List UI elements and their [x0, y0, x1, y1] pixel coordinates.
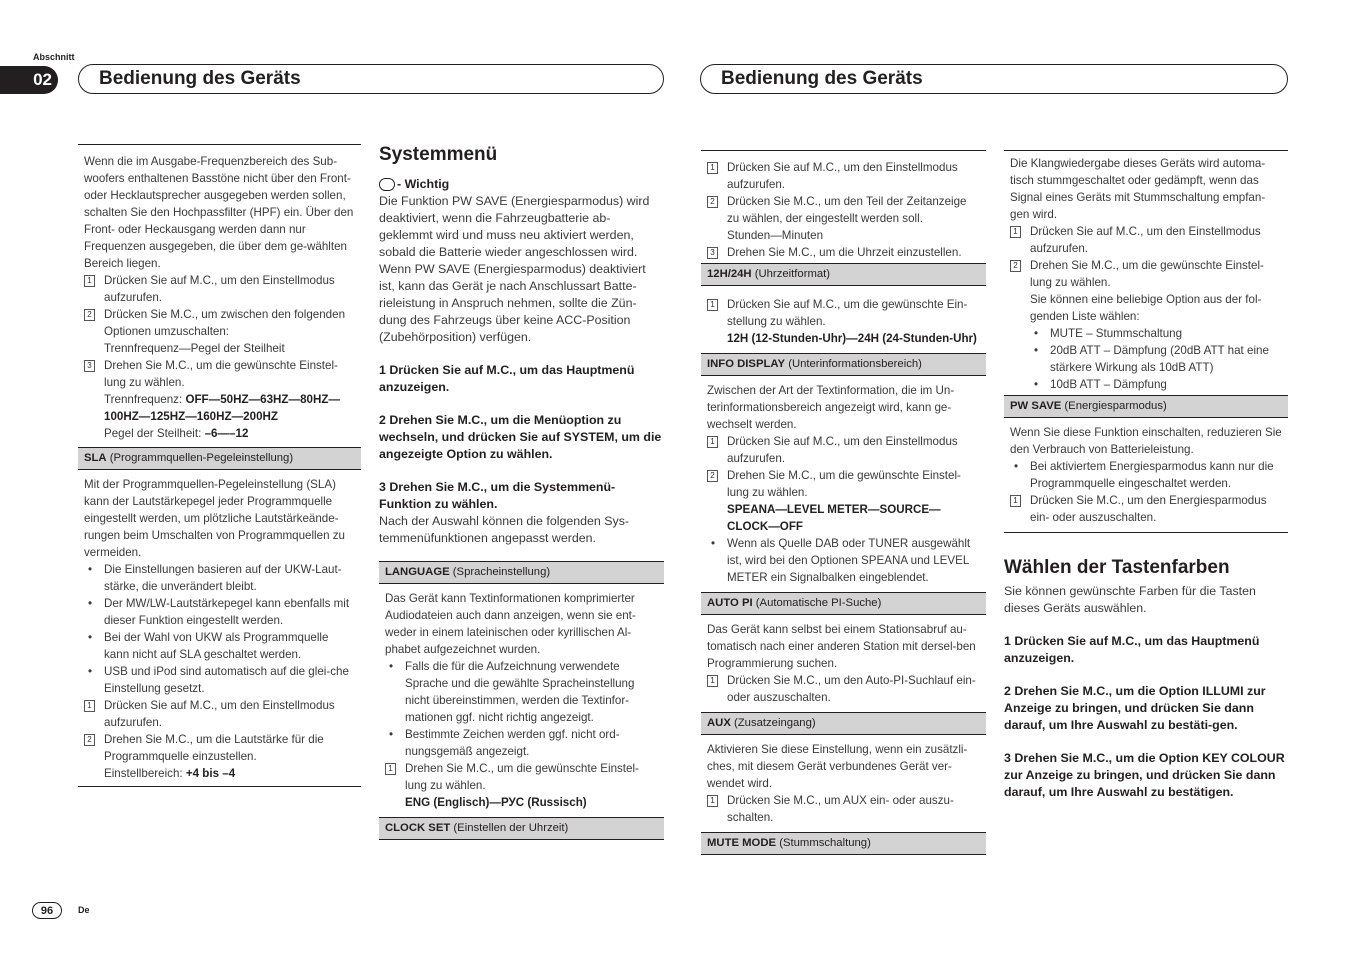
bullet-item: • Bestimmte Zeichen werden ggf. nicht ord-nungsgemäß angezeigt. — [385, 726, 658, 760]
main-step: 3 Drehen Sie M.C., um die Option KEY COLOUR zur Anzeige zu bringen, und drücken Sie dann darauf, um Ihre Auswahl zu bestätigen. — [1004, 751, 1285, 799]
important-note: - Wichtig — [379, 176, 664, 193]
setting-box-auto-pi: AUTO PI (Automatische PI-Suche) — [701, 592, 986, 615]
step-item: 1 Drücken Sie M.C., um den Energiesparmodus ein- oder auszuschalten. — [1010, 492, 1282, 526]
step-item: 2 Drehen Sie M.C., um die Lautstärke für die Programmquelle einzustellen. Einstellbereich: +4 bis –4 — [84, 731, 355, 782]
setting-box-aux: AUX (Zusatzeingang) — [701, 712, 986, 735]
main-step: 2 Drehen Sie M.C., um die Option ILLUMI zur Anzeige zu bringen, und drücken Sie dann darauf, um Ihre Auswahl zu bestäti-gen. — [1004, 684, 1266, 732]
important-text: Die Funktion PW SAVE (Energiesparmodus) wird deaktiviert, wenn die Fahrzeugbatterie ab-geklemmt wird und muss neu aktiviert werden, sobald die Batterie wieder angeschlossen wird. Wenn PW SAVE (Energiesparmodus) deaktiviert ist, kann das Gerät je nach Anschlussart Batte-rieleistung in Anspruch nehmen, sollte die Zün-dung des Fahrzeugs über keine ACC-Position (Zubehörposition) verfügen. — [379, 194, 650, 344]
step-item: 1 Drehen Sie M.C., um die gewünschte Einstel-lung zu wählen. ENG (Englisch)—РУС (Russisch) — [385, 760, 658, 811]
section-heading: Systemmenü — [379, 144, 498, 165]
setting-box-mute-mode: MUTE MODE (Stummschaltung) — [701, 832, 986, 855]
setting-box-sla: SLA (Programmquellen-Pegeleinstellung) — [78, 447, 361, 470]
page-number: 96 — [32, 902, 62, 919]
setting-box-info-display: INFO DISPLAY (Unterinformationsbereich) — [701, 353, 986, 376]
language-code: De — [78, 905, 90, 915]
step-item: 1 Drücken Sie auf M.C., um den Einstellmodus aufzurufen. — [84, 697, 355, 731]
page-title-right — [700, 64, 1288, 94]
bullet-item: • USB und iPod sind automatisch auf die glei-che Einstellung gesetzt. — [84, 663, 355, 697]
important-icon — [379, 178, 395, 191]
mute-intro: Die Klangwiedergabe dieses Geräts wird automa-tisch stummgeschaltet oder gedämpft, wenn das Signal eines Geräts mit Stummschaltung empfan-gen wird. — [1010, 157, 1266, 221]
key-colour-text: Sie können gewünschte Farben für die Tasten dieses Geräts auswählen. — [1004, 584, 1256, 615]
column-4 — [1004, 150, 1288, 801]
column-1 — [78, 144, 361, 787]
step-item: 1 Drücken Sie auf M.C., um den Einstellmodus aufzurufen. — [707, 159, 980, 193]
language-text: Das Gerät kann Textinformationen komprimierter Audiodateien auch dann anzeigen, wenn sie ent-weder in einem lateinischen oder kyrillischen Al-phabet aufgezeichnet wurden. — [385, 592, 636, 656]
step-item: 2 Drehen Sie M.C., um die gewünschte Einstel-lung zu wählen. Sie können eine beliebige Option aus der fol-genden Liste wählen: — [1010, 257, 1282, 325]
step-item: 1 Drücken Sie auf M.C., um die gewünschte Ein-stellung zu wählen. 12H (12-Stunden-Uhr)—24H (24-Stunden-Uhr) — [707, 296, 980, 347]
info-text: Zwischen der Art der Textinformation, die im Un-terinformationsbereich angezeigt wird, kann ge-wechselt werden. — [707, 384, 955, 431]
step-item: 1 Drücken Sie auf M.C., um den Einstellmodus aufzurufen. — [1010, 223, 1282, 257]
step-item: 2 Drücken Sie M.C., um den Teil der Zeitanzeige zu wählen, der eingestellt werden soll. Stunden—Minuten — [707, 193, 980, 244]
page-title-left — [78, 64, 664, 94]
step-item: 1 Drücken Sie M.C., um den Auto-PI-Suchlauf ein- oder auszuschalten. — [707, 672, 980, 706]
step-item: 3 Drehen Sie M.C., um die gewünschte Einstel-lung zu wählen. Trennfrequenz: OFF—50HZ—63HZ—80HZ—100HZ—125HZ—160HZ—200HZ Pegel der Steilheit: –6—–12 — [84, 357, 355, 442]
bullet-item: • Bei der Wahl von UKW als Programmquelle kann nicht auf SLA geschaltet werden. — [84, 629, 355, 663]
step-item: 1 Drücken Sie auf M.C., um den Einstellmodus aufzurufen. — [84, 272, 355, 306]
bullet-item: • Falls die für die Aufzeichnung verwendete Sprache und die gewählte Spracheinstellung nicht übereinstimmen, werden die Textinfor-mationen ggf. nicht richtig angezeigt. — [385, 658, 658, 726]
hpf-intro: Wenn die im Ausgabe-Frequenzbereich des Sub-woofers enthaltenen Basstöne nicht über den Front- oder Hecklautsprecher ausgegeben werden sollen, schalten Sie den Hochpassfilter (HPF) ein. Über den Front- oder Heckausgang werden dann nur Frequenzen ausgegeben, die über dem ge-wählten Bereich liegen. — [84, 155, 354, 270]
step-item: 2 Drücken Sie M.C., um zwischen den folgenden Optionen umzuschalten: Trennfrequenz—Pegel der Steilheit — [84, 306, 355, 357]
step-item: 2 Drehen Sie M.C., um die gewünschte Einstel-lung zu wählen. SPEANA—LEVEL METER—SOURCE—CLOCK—OFF — [707, 467, 980, 535]
section-number: 02 — [0, 66, 58, 94]
setting-box-clock: CLOCK SET (Einstellen der Uhrzeit) — [379, 817, 664, 840]
bullet-item: • Der MW/LW-Lautstärkepegel kann ebenfalls mit dieser Funktion eingestellt werden. — [84, 595, 355, 629]
column-3 — [701, 150, 986, 855]
title-right-text: Bedienung des Geräts — [721, 68, 923, 89]
step-item: 1 Drücken Sie auf M.C., um den Einstellmodus aufzurufen. — [707, 433, 980, 467]
main-step: 1 Drücken Sie auf M.C., um das Hauptmenü anzuzeigen. — [1004, 634, 1260, 665]
section-heading: Wählen der Tastenfarben — [1004, 557, 1230, 578]
auto-pi-text: Das Gerät kann selbst bei einem Stationsabruf au-tomatisch nach einer anderen Station mit dersel-ben Programmierung suchen. — [707, 623, 976, 670]
main-step: 2 Drehen Sie M.C., um die Menüoption zu wechseln, und drücken Sie auf SYSTEM, um die angezeigte Option zu wählen. — [379, 413, 662, 461]
bullet-item: • Bei aktiviertem Energiesparmodus kann nur die Programmquelle eingeschaltet werden. — [1010, 458, 1282, 492]
bullet-item: • 20dB ATT – Dämpfung (20dB ATT hat eine stärkere Wirkung als 10dB ATT) — [1030, 342, 1282, 376]
step3-text: Nach der Auswahl können die folgenden Sys-temmenüfunktionen angepasst werden. — [379, 514, 630, 545]
column-2 — [379, 144, 664, 840]
section-label: Abschnitt — [33, 52, 75, 62]
sla-text: Mit der Programmquellen-Pegeleinstellung (SLA) kann der Lautstärkepegel jeder Programmquelle eingestellt werden, um plötzliche Lautstärkeände-rungen beim Umschalten von Programmquellen zu vermeiden. — [84, 478, 345, 559]
setting-box-12h24h: 12H/24H (Uhrzeitformat) — [701, 263, 986, 286]
main-step: 1 Drücken Sie auf M.C., um das Hauptmenü anzuzeigen. — [379, 363, 635, 394]
main-step: 3 Drehen Sie M.C., um die Systemmenü-Funktion zu wählen. — [379, 480, 616, 511]
aux-text: Aktivieren Sie diese Einstellung, wenn ein zusätzli-ches, mit diesem Gerät verbundenes Gerät ver-wendet wird. — [707, 743, 968, 790]
setting-box-pw-save: PW SAVE (Energiesparmodus) — [1004, 395, 1288, 418]
setting-box-language: LANGUAGE (Spracheinstellung) — [379, 561, 664, 584]
pw-save-text: Wenn Sie diese Funktion einschalten, reduzieren Sie den Verbrauch von Batterieleistung. — [1010, 426, 1282, 456]
bullet-item: • Die Einstellungen basieren auf der UKW-Laut-stärke, die unverändert bleibt. — [84, 561, 355, 595]
title-left-text: Bedienung des Geräts — [99, 68, 301, 89]
step-item: 1 Drücken Sie M.C., um AUX ein- oder auszu-schalten. — [707, 792, 980, 826]
bullet-item: • MUTE – Stummschaltung — [1030, 325, 1282, 342]
bullet-item: • 10dB ATT – Dämpfung — [1030, 376, 1282, 393]
step-item: 3 Drehen Sie M.C., um die Uhrzeit einzustellen. — [707, 244, 980, 261]
bullet-item: • Wenn als Quelle DAB oder TUNER ausgewählt ist, wird bei den Optionen SPEANA und LEVEL METER ein Signalbalken eingeblendet. — [707, 535, 980, 586]
